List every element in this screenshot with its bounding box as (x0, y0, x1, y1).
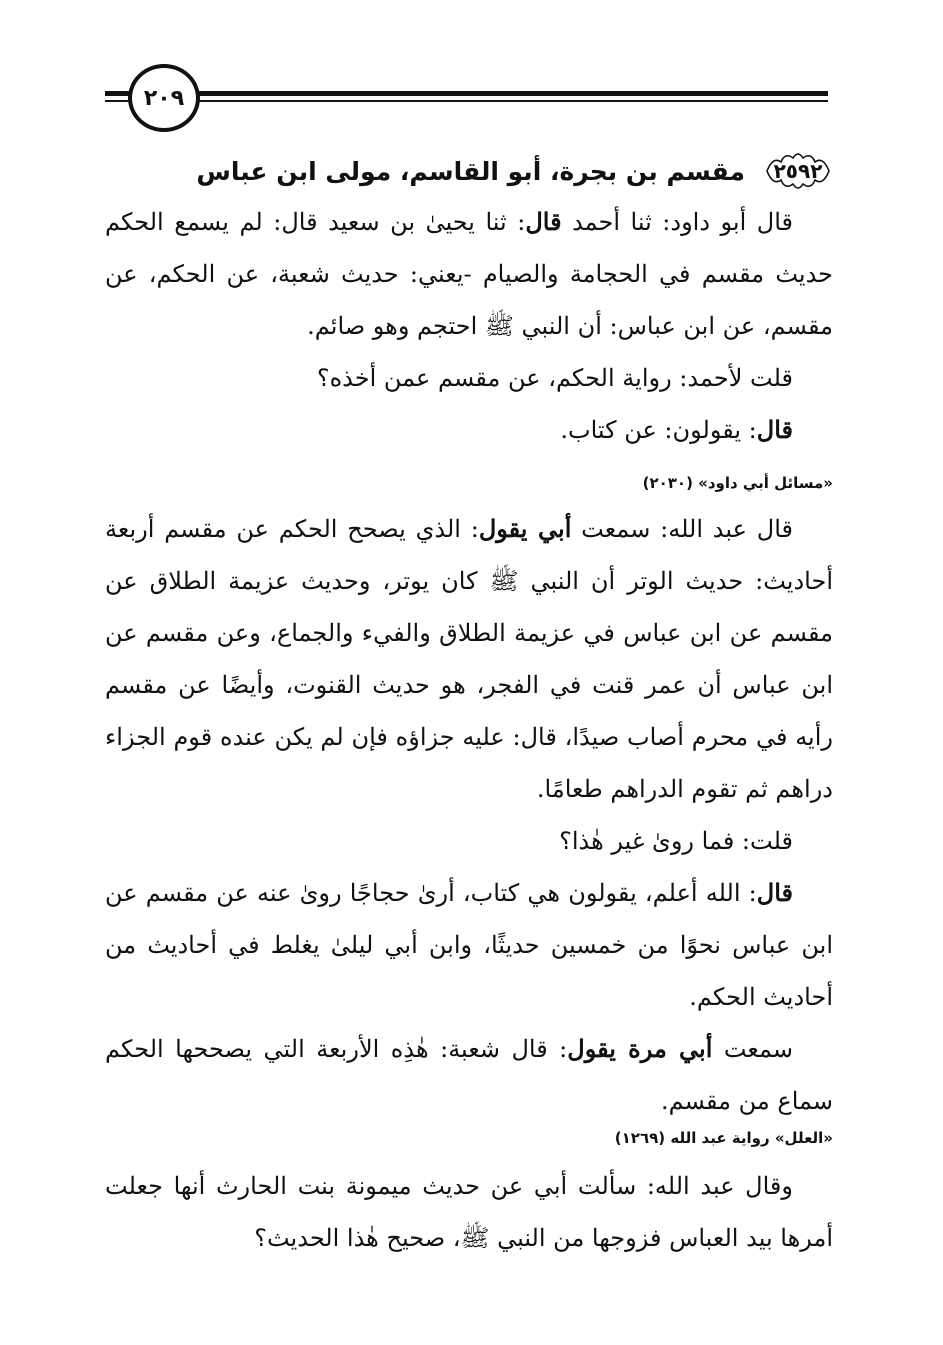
entry-number-badge (763, 148, 833, 194)
header-rule-thin (105, 100, 828, 102)
paragraph (105, 867, 833, 1023)
paragraph: قلت لأحمد: رواية الحكم، عن مقسم عمن أخذه؟ (316, 364, 793, 392)
paragraph: وقال عبد الله: سألت أبي عن حديث ميمونة بنت الحارث أنها جعلت أمرها بيد العباس فزوجها من النبي ﷺ، صحيح هٰذا الحديث؟ (105, 1172, 833, 1252)
text-block-1 (105, 196, 833, 456)
text-run: : يقولون: عن كتاب. (560, 416, 757, 444)
source-citation-2: «العلل» رواية عبد الله (١٢٦٩) (614, 1129, 833, 1147)
text-run: سمعت (712, 1035, 793, 1063)
text-run: : ثنا يحيىٰ بن سعيد قال: لم يسمع الحكم حديث مقسم في الحجامة والصيام -يعني: حديث شعبة، عن الحكم، عن مقسم، عن ابن عباس: أن النبي ﷺ احتجم وهو صائم. (105, 208, 833, 340)
text-run: : قال شعبة: هٰذِه الأربعة التي يصححها الحكم سماع من مقسم. (105, 1035, 833, 1115)
text-block-2 (105, 503, 833, 1127)
speaker-label: أبي مرة يقول (567, 1034, 713, 1063)
text-block-3 (105, 1160, 833, 1264)
paragraph (105, 404, 833, 456)
speaker-label: أبي يقول (478, 514, 572, 543)
text-run: قال أبو داود: ثنا أحمد (561, 208, 794, 236)
entry-title: مقسم بن بجرة، أبو القاسم، مولى ابن عباس (196, 156, 745, 186)
page-number: ٢٠٩ (128, 64, 200, 132)
text-run: قال عبد الله: سمعت (571, 515, 793, 543)
speaker-label: قال (756, 878, 793, 907)
paragraph (105, 503, 833, 815)
paragraph: قلت: فما روىٰ غير هٰذا؟ (559, 827, 793, 855)
speaker-label: قال (525, 207, 562, 236)
header-rule-thick (105, 91, 828, 96)
entry-heading (196, 148, 833, 194)
speaker-label: قال (756, 415, 793, 444)
source-citation-1: «مسائل أبي داود» (٢٠٣٠) (642, 474, 833, 492)
text-run: : الذي يصحح الحكم عن مقسم أربعة أحاديث: حديث الوتر أن النبي ﷺ كان يوتر، وحديث عزيمة الطلاق عن مقسم عن ابن عباس في عزيمة الطلاق والفيء والجماع، وعن مقسم عن ابن عباس أن عمر قنت في الفجر، هو حديث القنوت، وأيضًا عن مقسم رأيه في محرم أصاب صيدًا، قال: عليه جزاؤه فإن لم يكن عنده قوم الجزاء دراهم ثم تقوم الدراهم طعامًا. (105, 515, 833, 803)
paragraph (105, 1023, 833, 1127)
entry-number: ٢٥٩٢ (773, 159, 823, 183)
text-run: : الله أعلم، يقولون هي كتاب، أرىٰ حجاجًا روىٰ عنه عن مقسم عن ابن عباس نحوًا من خمسين حديثًا، وابن أبي ليلىٰ يغلط في أحاديث من أحاديث الحكم. (105, 879, 833, 1011)
paragraph (105, 196, 833, 352)
